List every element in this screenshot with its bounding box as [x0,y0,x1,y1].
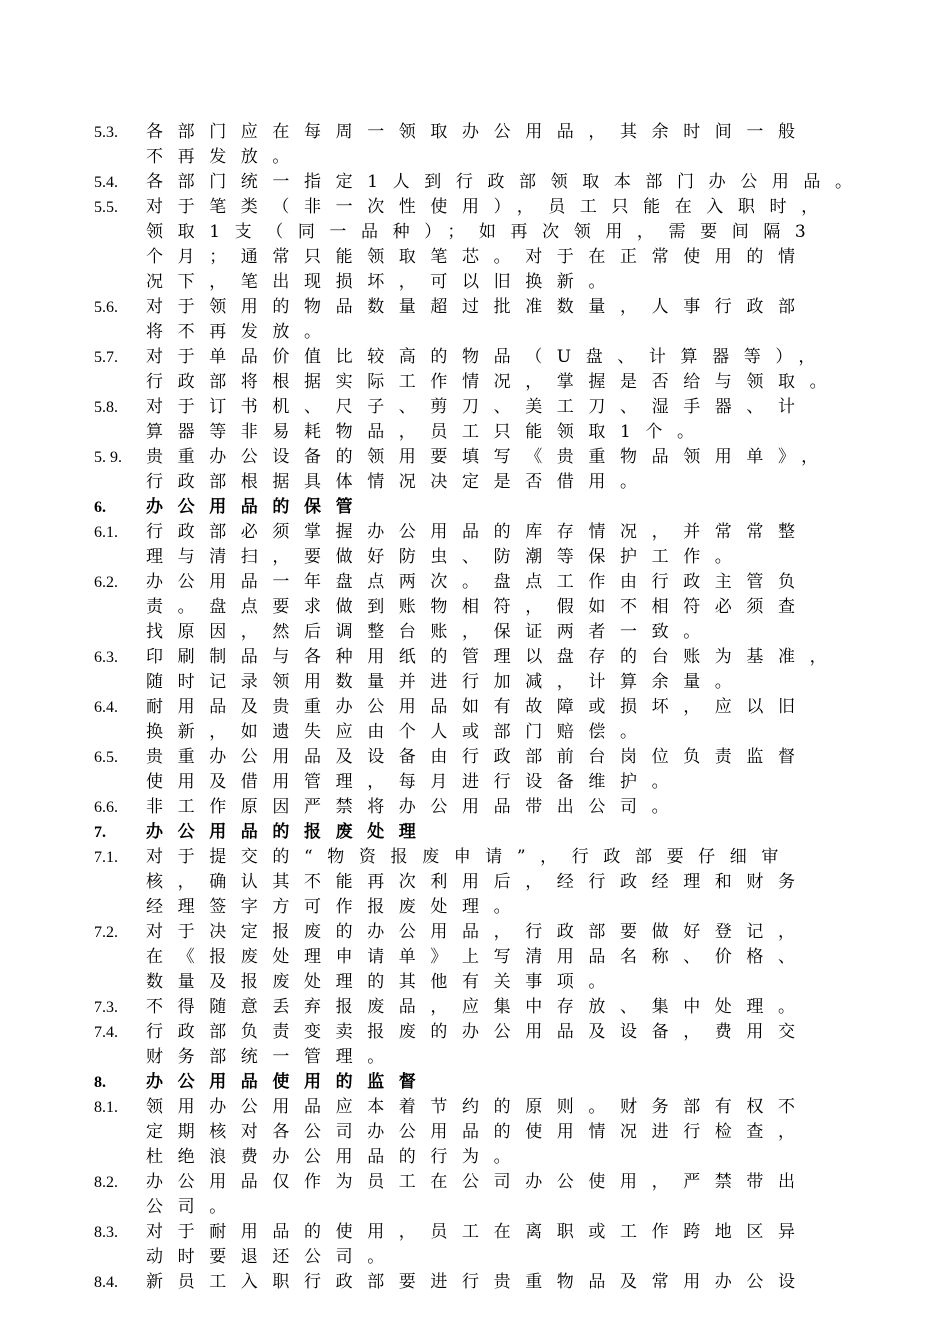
clause-text [146,445,874,495]
text-line: 个月；通常只能领取笔芯。对于在正常使用的情 [146,247,810,267]
section-heading [94,495,874,520]
clause-number: 7.4. [94,1024,118,1041]
clause-number: 6.6. [94,799,118,816]
text-line: 印刷制品与各种用纸的管理以盘存的台账为基准， [146,647,842,667]
clause-item [94,520,874,570]
clause-number: 6.1. [94,524,118,541]
text-line: 将不再发放。 [146,322,336,342]
clause-text [146,1170,874,1220]
text-line: 动时要退还公司。 [146,1247,399,1267]
text-line: 贵重办公设备的领用要填写《贵重物品领用单》， [146,447,833,467]
clause-number: 5.5. [94,199,118,216]
clause-text [146,995,874,1020]
clause-number: 6.5. [94,749,118,766]
text-line: 行政部负责变卖报废的办公用品及设备，费用交 [146,1022,810,1042]
clause-text [146,570,874,645]
text-line: 换新，如遗失应由个人或部门赔偿。 [146,722,652,742]
clause-text [146,345,874,395]
text-line: 财务部统一管理。 [146,1047,399,1067]
clause-item [94,845,874,920]
clause-item [94,345,874,395]
text-line: 随时记录领用数量并进行加减，计算余量。 [146,672,747,692]
clause-number: 5.3. [94,124,118,141]
text-line: 办公用品的报废处理 [146,822,431,842]
section-title [146,1070,874,1095]
clause-item [94,995,874,1020]
section-number: 6. [94,499,106,516]
clause-item [94,1095,874,1170]
clause-item [94,920,874,995]
clause-text [146,645,874,695]
text-line: 使用及借用管理，每月进行设备维护。 [146,772,684,792]
text-line: 办公用品仅作为员工在公司办公使用，严禁带出 [146,1172,810,1192]
text-line: 在《报废处理申请单》上写清用品名称、价格、 [146,947,810,967]
clause-number: 8.3. [94,1224,118,1241]
clause-text [146,1095,874,1170]
document-body [94,120,874,1295]
text-line: 贵重办公用品及设备由行政部前台岗位负责监督 [146,747,810,767]
clause-text [146,745,874,795]
text-line: 对于单品价值比较高的物品（U盘、计算器等）， [146,347,831,367]
text-line: 理与清扫，要做好防虫、防潮等保护工作。 [146,547,747,567]
clause-item [94,445,874,495]
text-line: 数量及报废处理的其他有关事项。 [146,972,620,992]
text-line: 不得随意丢弃报废品，应集中存放、集中处理。 [146,997,810,1017]
text-line: 对于提交的“物资报废申请”，行政部要仔细审 [146,847,793,867]
text-line: 对于订书机、尺子、剪刀、美工刀、湿手器、计 [146,397,810,417]
clause-item [94,1220,874,1270]
clause-item [94,645,874,695]
clause-item [94,1020,874,1070]
clause-number: 8.1. [94,1099,118,1116]
text-line: 行政部根据具体情况决定是否借用。 [146,472,652,492]
text-line: 新员工入职行政部要进行贵重物品及常用办公设 [146,1272,810,1292]
clause-text [146,395,874,445]
text-line: 定期核对各公司办公用品的使用情况进行检查， [146,1122,810,1142]
clause-item [94,795,874,820]
clause-number: 7.3. [94,999,118,1016]
section-heading [94,820,874,845]
clause-number: 7.2. [94,924,118,941]
text-line: 办公用品使用的监督 [146,1072,431,1092]
section-title [146,820,874,845]
text-line: 况下，笔出现损坏，可以旧换新。 [146,272,620,292]
text-line: 非工作原因严禁将办公用品带出公司。 [146,797,684,817]
clause-text [146,195,874,295]
text-line: 责。盘点要求做到账物相符，假如不相符必须查 [146,597,810,617]
clause-text [146,1220,874,1270]
clause-text [146,120,874,170]
text-line: 办公用品的保管 [146,497,368,517]
section-number: 7. [94,824,106,841]
text-line: 对于决定报废的办公用品，行政部要做好登记， [146,922,810,942]
section-heading [94,1070,874,1095]
clause-item [94,745,874,795]
text-line: 公司。 [146,1197,241,1217]
text-line: 对于耐用品的使用，员工在离职或工作跨地区异 [146,1222,810,1242]
clause-item [94,1270,874,1295]
clause-item [94,1170,874,1220]
text-line: 找原因，然后调整台账，保证两者一致。 [146,622,715,642]
clause-number: 5.8. [94,399,118,416]
clause-text [146,520,874,570]
text-line: 对于笔类（非一次性使用），员工只能在入职时， [146,197,833,217]
clause-number: 6.3. [94,649,118,666]
text-line: 对于领用的物品数量超过批准数量，人事行政部 [146,297,810,317]
clause-number: 5. 9. [94,449,122,466]
text-line: 杜绝浪费办公用品的行为。 [146,1147,526,1167]
clause-item [94,195,874,295]
clause-number: 6.4. [94,699,118,716]
section-title [146,495,874,520]
text-line: 行政部将根据实际工作情况，掌握是否给与领取。 [146,372,842,392]
clause-text [146,1020,874,1070]
text-line: 耐用品及贵重办公用品如有故障或损坏，应以旧 [146,697,810,717]
clause-text [146,295,874,345]
clause-number: 8.4. [94,1274,118,1291]
section-number: 8. [94,1074,106,1091]
clause-text [146,920,874,995]
text-line: 经理签字方可作报废处理。 [146,897,526,917]
clause-item [94,570,874,645]
text-line: 办公用品一年盘点两次。盘点工作由行政主管负 [146,572,810,592]
text-line: 领用办公用品应本着节约的原则。财务部有权不 [146,1097,810,1117]
clause-number: 5.4. [94,174,118,191]
clause-number: 5.7. [94,349,118,366]
clause-item [94,395,874,445]
text-line: 行政部必须掌握办公用品的库存情况，并常常整 [146,522,810,542]
clause-item [94,120,874,170]
text-line: 算器等非易耗物品，员工只能领取1个。 [146,422,709,442]
clause-text [146,795,874,820]
clause-text [146,1270,874,1295]
text-line: 不再发放。 [146,147,304,167]
text-line: 各部门应在每周一领取办公用品，其余时间一般 [146,122,810,142]
clause-number: 7.1. [94,849,118,866]
text-line: 各部门统一指定1人到行政部领取本部门办公用品。 [146,172,867,192]
clause-item [94,695,874,745]
clause-item [94,170,874,195]
clause-item [94,295,874,345]
text-line: 核，确认其不能再次利用后，经行政经理和财务 [146,872,810,892]
clause-text [146,845,874,920]
text-line: 领取1支（同一品种）；如再次领用，需要间隔3 [146,222,821,242]
clause-number: 8.2. [94,1174,118,1191]
clause-number: 5.6. [94,299,118,316]
clause-text [146,695,874,745]
clause-number: 6.2. [94,574,118,591]
clause-text [146,170,874,195]
